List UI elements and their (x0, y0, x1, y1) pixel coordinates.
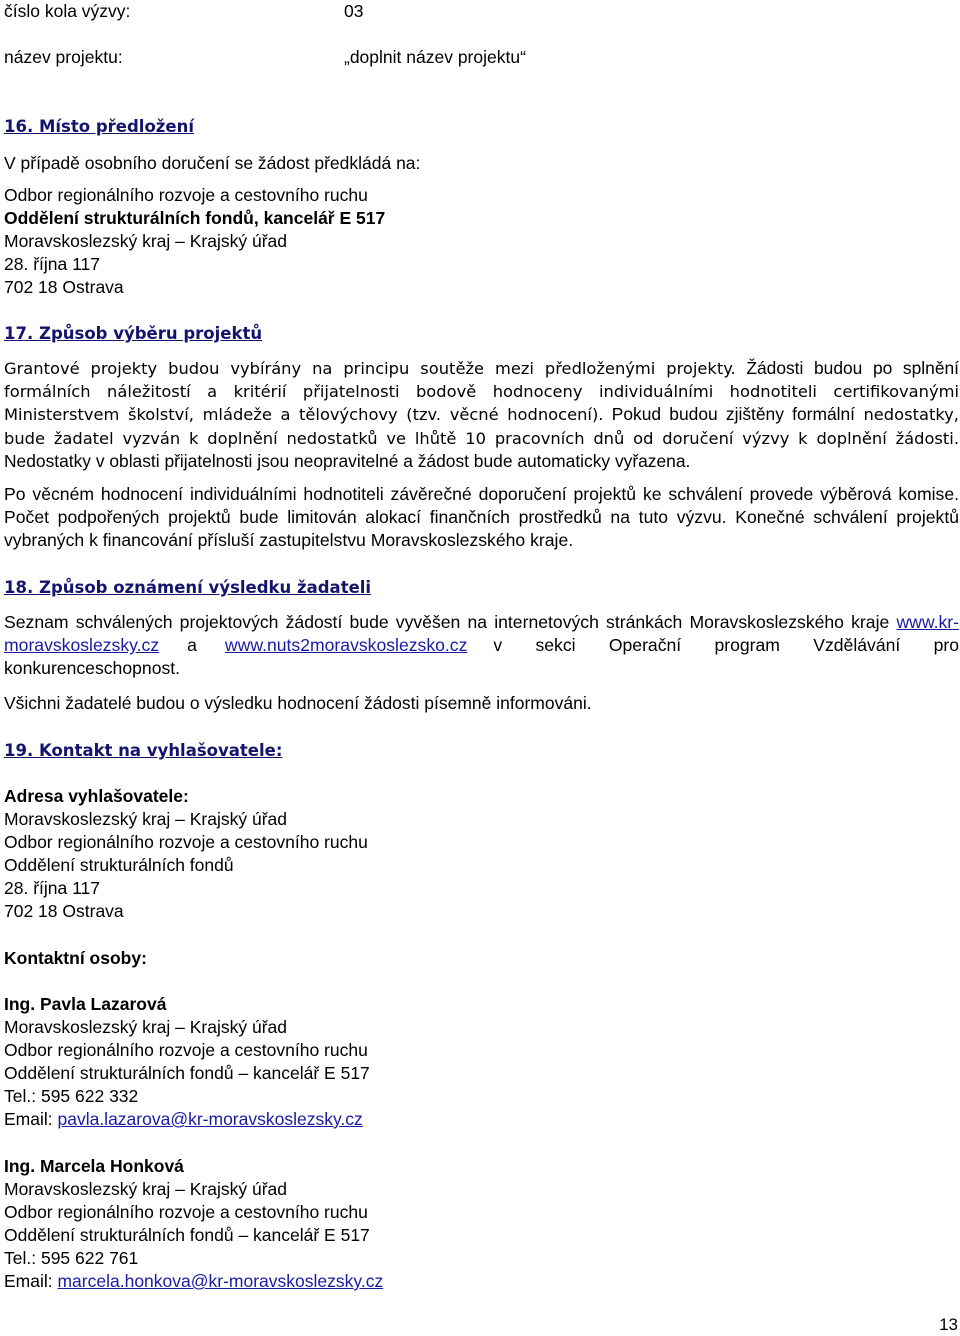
project-name-value: „doplnit název projektu“ (344, 47, 526, 67)
contact-line: Odbor regionálního rozvoje a cestovního ruchu (4, 1040, 368, 1060)
website-link-nuts2[interactable]: www.nuts2moravskoslezsko.cz (224, 635, 468, 656)
paragraph-part: Pokud budou zjištěny formální (603, 404, 855, 425)
call-number-label: číslo kola výzvy: (4, 1, 131, 21)
contact-name: Ing. Pavla Lazarová (4, 994, 167, 1014)
paragraph-part: pro konkurenceschopnost. (4, 635, 960, 679)
paragraph-part: Seznam schválených projektových žádostí bude vyvěšen na internetových stránkách Moravskoslezského kraje (4, 612, 890, 632)
paragraph-part: Žádosti budou po splnění (735, 358, 960, 378)
paragraph-part: v sekci Operační program Vzdělávání (493, 635, 901, 656)
address-line: 702 18 Ostrava (4, 277, 124, 297)
address-line: 702 18 Ostrava (4, 901, 124, 921)
section-17-paragraph-1 (4, 357, 959, 473)
section-17-heading: 17. Způsob výběru projektů (4, 324, 263, 343)
section-16-heading: 16. Místo předložení (4, 117, 194, 136)
address-line: Odbor regionálního rozvoje a cestovního ruchu (4, 185, 368, 205)
section-18-heading: 18. Způsob oznámení výsledku žadateli (4, 578, 372, 597)
address-title: Adresa vyhlašovatele: (4, 786, 189, 806)
contacts-title: Kontaktní osoby: (4, 948, 147, 968)
contact-name: Ing. Marcela Honková (4, 1156, 184, 1176)
section-17-paragraph-2: Po věcném hodnocení individuálními hodnotiteli závěrečné doporučení projektů ke schválení provede výběrová komise. Počet podpořených projektů bude limitován alokací finančních prostředků na tuto výzvu. Konečné schválení projektů vybraných k financování přísluší zastupitelstvu Moravskoslezského kraje. (4, 484, 959, 551)
section-18-paragraph-1 (4, 611, 959, 681)
address-line: Oddělení strukturálních fondů, kancelář E 517 (4, 208, 386, 228)
contact-line: Oddělení strukturálních fondů – kancelář E 517 (4, 1063, 370, 1083)
paragraph-part: a (187, 635, 197, 656)
contact-line: Moravskoslezský kraj – Krajský úřad (4, 1017, 287, 1037)
address-line: Odbor regionálního rozvoje a cestovního ruchu (4, 832, 368, 852)
address-line: Moravskoslezský kraj – Krajský úřad (4, 231, 287, 251)
page-number: 13 (939, 1315, 958, 1334)
call-number-value: 03 (344, 1, 364, 21)
email-link[interactable]: marcela.honkova@kr-moravskoslezsky.cz (57, 1271, 384, 1291)
contact-line: Moravskoslezský kraj – Krajský úřad (4, 1179, 287, 1199)
contact-phone: Tel.: 595 622 332 (4, 1086, 139, 1106)
contact-line: Oddělení strukturálních fondů – kancelář E 517 (4, 1225, 370, 1245)
website-link-kr[interactable]: www.kr-moravskoslezsky.cz (4, 612, 959, 656)
paragraph-part: formálních náležitostí a kritérií přijatelnosti bodově hodnoceny individuálními hodnotiteli certifikovanými Ministerstvem školství, mládeže a tělovýchovy (tzv. věcné hodnocení). (4, 382, 959, 425)
address-line: Moravskoslezský kraj – Krajský úřad (4, 809, 287, 829)
paragraph-part: nedostatky, bude žadatel vyzván k doplnění nedostatků ve lhůtě 10 pracovních dnů od doručení výzvy k doplnění žádosti. (4, 405, 959, 448)
section-16-intro: V případě osobního doručení se žádost předkládá na: (4, 153, 421, 173)
section-19-heading: 19. Kontakt na vyhlašovatele: (4, 741, 283, 760)
email-label: Email: (4, 1271, 58, 1291)
paragraph-part: Nedostatky v oblasti přijatelnosti jsou neopravitelné a žádost bude automaticky vyřazena. (4, 450, 691, 471)
address-line: 28. října 117 (4, 254, 100, 274)
address-line: 28. října 117 (4, 878, 100, 898)
email-link[interactable]: pavla.lazarova@kr-moravskoslezsky.cz (57, 1109, 363, 1129)
section-18-paragraph-2: Všichni žadatelé budou o výsledku hodnocení žádosti písemně informováni. (4, 693, 592, 713)
paragraph-part: Grantové projekty budou vybírány na principu soutěže mezi předloženými projekty. (4, 359, 736, 378)
address-line: Oddělení strukturálních fondů (4, 855, 234, 875)
project-name-label: název projektu: (4, 47, 123, 67)
contact-line: Odbor regionálního rozvoje a cestovního ruchu (4, 1202, 368, 1222)
contact-email-row (4, 1108, 363, 1131)
contact-email-row (4, 1270, 383, 1293)
email-label: Email: (4, 1109, 58, 1129)
contact-phone: Tel.: 595 622 761 (4, 1248, 139, 1268)
